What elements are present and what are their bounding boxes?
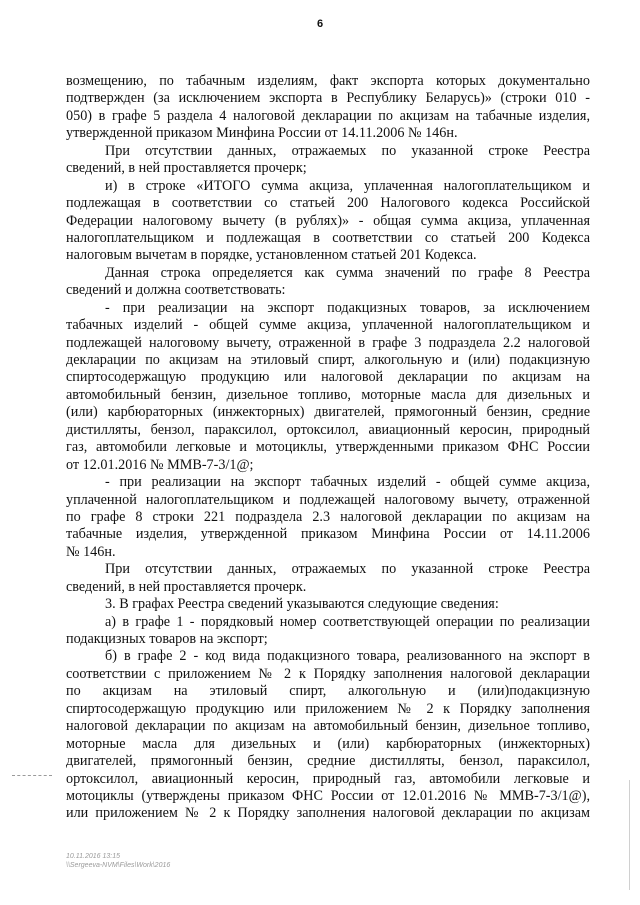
text-line: мотоциклы (утверждены приказом ФНС России от 12.01.2016 № ММВ-7-3/1@), — [66, 787, 590, 804]
text-line: б) в графе 2 - код вида подакцизного товара, реализованного на экспорт в — [105, 648, 590, 665]
text-line: спиртосодержащую продукцию или налоговой декларации по акцизам на — [66, 369, 590, 386]
footer-stamp-line1: 10.11.2016 13:15 — [66, 853, 120, 860]
text-line: соответствии с приложением № 2 к Порядку заполнения налоговой декларации — [66, 665, 590, 682]
text-line: утвержденной приказом Минфина России от 14.11.2006 № 146н. — [66, 125, 458, 142]
text-line: При отсутствии данных, отражаемых по указанной строке Реестра — [105, 142, 590, 159]
text-line: № 146н. — [66, 543, 116, 560]
footer-stamp — [66, 852, 170, 870]
text-line: сведений, в ней проставляется прочерк; — [66, 160, 307, 177]
text-line: сведений и должна соответствовать: — [66, 282, 286, 299]
text-line: подтвержден (за исключением экспорта в Республику Беларусь)» (строки 010 - — [66, 90, 590, 107]
text-line: Федерации налоговому вычету (в рублях)» - общая сумма акциза, уплаченная — [66, 212, 590, 229]
text-line: двигателей, прямогонный бензин, средние дистилляты, бензол, параксилол, — [66, 753, 590, 770]
text-line: (или) карбюраторных (инжекторных) двигателей, прямогонный бензин, средние — [66, 404, 590, 421]
text-line: налогоплательщиком и подлежащая в соответствии со статьей 200 Кодекса — [66, 229, 590, 246]
text-line: ортоксилол, авиационный керосин, природный газ, автомобили легковые и — [66, 770, 590, 787]
body-text — [66, 73, 590, 823]
text-line: налоговым вычетам в порядке, установленном статьей 201 Кодекса. — [66, 247, 477, 264]
text-line: сведений, в ней проставляется прочерк. — [66, 578, 307, 595]
text-line: возмещению, по табачным изделиям, факт экспорта которых документально — [66, 73, 590, 89]
scan-edge-line — [629, 780, 630, 890]
text-line: табачные изделия, утвержденной приказом Минфина России от 14.11.2006 — [66, 526, 590, 543]
text-line: от 12.01.2016 № ММВ-7-3/1@; — [66, 456, 254, 473]
footer-stamp-line2: \\Sergeeva-NVM\Files\Work\2016 — [66, 862, 171, 869]
text-line: и) в строке «ИТОГО сумма акциза, уплаченная налогоплательщиком и — [105, 177, 590, 194]
text-line: При отсутствии данных, отражаемых по указанной строке Реестра — [105, 561, 590, 578]
margin-mark — [12, 775, 52, 776]
text-line: - при реализации на экспорт табачных изделий - общей сумме акциза, — [105, 474, 590, 491]
text-line: уплаченной налогоплательщиком и подлежащей налоговому вычету, отраженной — [66, 491, 590, 508]
text-line: по акцизам на этиловый спирт, алкогольную и (или)подакцизную — [66, 683, 590, 700]
text-line: 3. В графах Реестра сведений указываются следующие сведения: — [105, 596, 499, 613]
text-line: газ, автомобили легковые и мотоциклы, утвержденными приказом ФНС России — [66, 439, 590, 456]
text-line: - при реализации на экспорт подакцизных товаров, за исключением — [105, 299, 590, 316]
text-line: а) в графе 1 - порядковый номер соответствующей операции по реализации — [105, 613, 590, 630]
text-line: моторные масла для дизельных и (или) карбюраторных (инжекторных) — [66, 735, 590, 752]
text-line: по графе 8 строки 221 подраздела 2.3 налоговой декларации по акцизам на — [66, 508, 590, 525]
text-line: подлежащей налоговому вычету, отраженной в графе 3 подраздела 2.2 налоговой — [66, 334, 590, 351]
text-line: автомобильный бензин, дизельное топливо, моторные масла для дизельных и — [66, 386, 590, 403]
text-line: подлежащая в соответствии со статьей 200 Налогового кодекса Российской — [66, 195, 590, 212]
page-number: 6 — [316, 18, 324, 30]
text-line: Данная строка определяется как сумма значений по графе 8 Реестра — [105, 264, 590, 281]
text-line: налоговой декларации по акцизам на автомобильный бензин, дизельное топливо, — [66, 718, 590, 735]
text-line: табачных изделий - общей сумме акциза, уплаченной налогоплательщиком и — [66, 317, 590, 334]
text-line: 050) в графе 5 раздела 4 налоговой декларации по акцизам на табачные изделия, — [66, 107, 590, 124]
text-line: спиртосодержащую продукцию или приложением № 2 к Порядку заполнения — [66, 700, 590, 717]
text-line: декларации по акцизам на этиловый спирт, алкогольную и (или) подакцизную — [66, 352, 590, 368]
text-line: дистилляты, бензол, параксилол, ортоксилол, авиационный керосин, природный — [66, 421, 590, 438]
text-line: или приложением № 2 к Порядку заполнения налоговой декларации по акцизам — [66, 805, 590, 822]
text-line: подакцизных товаров на экспорт; — [66, 631, 268, 647]
